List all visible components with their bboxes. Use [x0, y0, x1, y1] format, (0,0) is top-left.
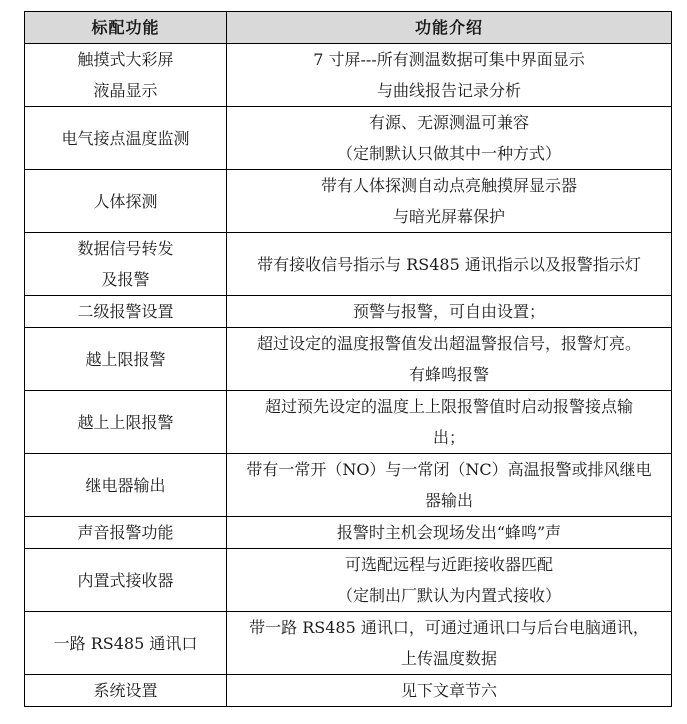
feature-text: 声音报警功能: [77, 523, 174, 542]
feature-cell: [25, 675, 227, 707]
table-row: [25, 328, 672, 391]
description-text: 有蜂鸣报警: [408, 365, 489, 384]
description-text: 与暗光屏幕保护: [392, 207, 505, 226]
table-row: [25, 612, 672, 675]
description-text: 有源、无源测温可兼容: [368, 113, 529, 132]
feature-cell: [25, 170, 227, 233]
description-text: 器输出: [424, 491, 473, 510]
description-cell: [227, 391, 672, 454]
feature-spec-table: [24, 11, 672, 707]
description-cell: [227, 517, 672, 549]
description-text: 带有接收信号指示与 RS485 通讯指示以及报警指示灯: [257, 254, 641, 274]
description-cell: [227, 612, 672, 675]
description-text: 超过设定的温度报警值发出超温警报信号，报警灯亮。: [256, 334, 641, 353]
header-feature: 标配功能: [25, 12, 227, 44]
feature-text: 越上限报警: [85, 349, 166, 369]
feature-text: 越上上限报警: [77, 412, 174, 432]
table-row: [25, 107, 672, 170]
feature-text: 触摸式大彩屏: [77, 50, 174, 69]
description-text: 出；: [432, 428, 465, 447]
feature-text: 电气接点温度监测: [61, 128, 190, 148]
table-row: [25, 44, 672, 107]
description-cell: [227, 170, 672, 233]
table-row: [25, 296, 672, 328]
feature-text: 数据信号转发: [77, 239, 174, 258]
table-row: [25, 454, 672, 517]
table-row: [25, 517, 672, 549]
description-text: 预警与报警，可自由设置；: [352, 302, 545, 321]
table-row: [25, 170, 672, 233]
feature-cell: [25, 107, 227, 170]
feature-cell: [25, 549, 227, 612]
feature-cell: [25, 517, 227, 549]
description-text: 与曲线报告记录分析: [376, 81, 521, 100]
table-row: [25, 233, 672, 296]
feature-cell: [25, 296, 227, 328]
description-text: 见下文章节六: [400, 681, 497, 700]
description-text: （定制默认只做其中一种方式）: [336, 144, 561, 163]
description-text: 上传温度数据: [400, 649, 497, 668]
feature-text: 液晶显示: [93, 81, 158, 100]
description-text: 超过预先设定的温度上上限报警值时启动报警接点输: [264, 397, 633, 416]
feature-text: 内置式接收器: [77, 570, 174, 590]
feature-text: 继电器输出: [85, 475, 166, 495]
table-row: [25, 391, 672, 454]
description-text: 可选配远程与近距接收器匹配: [344, 555, 553, 574]
header-description: 功能介绍: [227, 12, 672, 44]
table-body: [25, 44, 672, 707]
spec-table-container: [24, 11, 671, 707]
table-row: [25, 675, 672, 707]
description-cell: [227, 454, 672, 517]
feature-text: 系统设置: [93, 681, 158, 700]
description-cell: [227, 549, 672, 612]
feature-text: 一路 RS485 通讯口: [53, 633, 198, 653]
feature-text: 二级报警设置: [77, 302, 174, 321]
description-cell: [227, 328, 672, 391]
table-row: [25, 549, 672, 612]
description-cell: [227, 233, 672, 296]
description-cell: [227, 107, 672, 170]
feature-cell: [25, 391, 227, 454]
description-text: 7 寸屏---所有测温数据可集中界面显示: [313, 50, 585, 69]
description-text: （定制出厂默认为内置式接收）: [336, 586, 561, 605]
description-text: 带有一常开（NO）与一常闭（NC）高温报警或排风继电: [246, 460, 652, 479]
feature-cell: [25, 44, 227, 107]
feature-cell: [25, 233, 227, 296]
description-cell: [227, 296, 672, 328]
description-text: 报警时主机会现场发出“蜂鸣”声: [336, 523, 562, 542]
description-text: 带有人体探测自动点亮触摸屏显示器: [320, 176, 577, 195]
description-text: 带一路 RS485 通讯口，可通过通讯口与后台电脑通讯，: [249, 618, 649, 637]
feature-cell: [25, 328, 227, 391]
description-cell: [227, 675, 672, 707]
table-header-row: [25, 12, 672, 44]
feature-text: 及报警: [101, 270, 150, 289]
description-cell: [227, 44, 672, 107]
feature-text: 人体探测: [93, 191, 158, 211]
feature-cell: [25, 612, 227, 675]
feature-cell: [25, 454, 227, 517]
